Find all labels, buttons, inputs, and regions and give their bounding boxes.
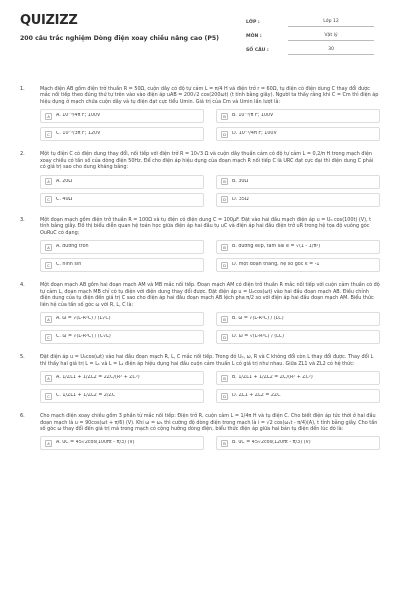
option-letter-box: B (221, 440, 228, 447)
answer-option[interactable] (216, 436, 380, 450)
answer-option[interactable] (40, 312, 204, 326)
option-letter-box: D (221, 131, 228, 138)
question-item (20, 354, 380, 403)
answer-options (40, 312, 380, 344)
meta-row-class (246, 16, 374, 30)
option-text: A. 20Ω (56, 178, 73, 184)
meta-label: LỚP : (246, 19, 260, 25)
option-letter-box: D (221, 262, 228, 269)
answer-option[interactable] (216, 330, 380, 344)
question-text: Một tụ điện C có điện dung thay đổi, nối tiếp với điện trở R = 10√3 Ω và cuộn dây thuần cảm có độ tự cảm L = 0,2/π H trong mạch điện xoay chiều có tần số của dòng điện 50Hz. Để cho điện áp hiệu dụng của đoạn mạch R nối tiếp C là URC đạt cực đại thì điện dung C phải có giá trị sao cho dung kháng bằng: (40, 151, 374, 171)
answer-option[interactable] (40, 389, 204, 403)
meta-row-subject (246, 30, 374, 44)
meta-value: Vật lý (288, 33, 374, 41)
question-text: Mạch điện AB gồm điện trở thuần R = 50Ω, cuộn dây có độ tự cảm L = π/4 H và điện trở r = 60Ω, tụ điện có điện dung C thay đổi được mắc nối tiếp theo đúng thứ tự trên vào vào điện áp uAB = 200√2 cos(200ωt) (t tính bằng giây). Người ta thấy rằng khi C = Cm thì điện áp hiệu dụng ở mạch chứa cuộn dây và tụ điện đạt cực tiểu Umin. Giá trị của Cm và Umin lần lượt là: (40, 86, 379, 105)
option-text: B. ω = √(L-R²C) / (LC) (232, 315, 284, 321)
question-text: Một đoạn mạch AB gồm hai đoạn mạch AM và MB mắc nối tiếp. Đoạn mạch AM có điện trở thuần R mắc nối tiếp với cuộn cảm thuần có độ tự cảm L, đoạn mạch MB chỉ có tụ điện với điện dung thay đổi được. Đặt điện áp u = U₀cos(ωt) vào hai đầu đoạn mạch AB. Điều chỉnh điện dung của tụ điện đến giá trị C sao cho điện áp hai đầu đoạn mạch AB lệch pha π/2 so với điện áp hai đầu đoạn mạch AM. Biểu thức liên hệ của tần số góc ω với R, L, C là: (40, 282, 380, 308)
option-letter-box: A (45, 178, 52, 185)
answer-options (40, 240, 380, 272)
option-letter-box: A (45, 375, 52, 382)
option-letter-box: C (45, 393, 52, 400)
option-text: A. 10⁻³/4π F; 100V (56, 113, 101, 119)
question-number: 2. (20, 151, 25, 158)
option-text: A. đường tròn (56, 244, 89, 250)
question-text: Cho mạch điện xoay chiều gồm 3 phần tử mắc nối tiếp: Điện trở R, cuộn cảm L = 1/4π H và tụ điện C. Cho biết điện áp tức thời ở hai đầu đoạn mạch là u = 90cos(ωt + π/6) (V). Khi ω = ω₁ thì cường độ dòng điện trong mạch là i = √2 cos(ω₁t - π/4)(A), t tính bằng giây. Cho tần số góc ω thay đổi đến giá trị mà trong mạch có cộng hưởng dòng điện, biểu thức điện áp giữa hai bản tụ điện đến lúc đó là: (40, 413, 378, 432)
question-body (40, 354, 380, 403)
option-text: D. ZL1 + ZL2 = 2ZC (232, 392, 281, 398)
option-text: C. 10⁻³/3π F; 120V (56, 131, 101, 137)
option-letter-box: B (221, 316, 228, 323)
option-text: D. một đoạn thẳng, hệ số góc k = -1 (232, 262, 320, 268)
question-number: 3. (20, 216, 25, 223)
question-body (40, 413, 380, 450)
option-text: D. ω = √(L-R²C) / (LC) (232, 333, 284, 339)
option-letter-box: A (45, 440, 52, 447)
option-letter-box: A (45, 113, 52, 120)
answer-option[interactable] (40, 371, 204, 385)
answer-option[interactable] (216, 175, 380, 189)
answer-option[interactable] (216, 193, 380, 207)
question-text: Đặt điện áp u = U₀cos(ωt) vào hai đầu đoạn mạch R, L, C mắc nối tiếp. Trong đó U₀, ω, R và C không đổi còn L thay đổi được. Thay đổi L thì thấy hai giá trị L = L₁ và L = L₂ điện áp hiệu dụng hai đầu cuộn cảm thuần L có giá trị như nhau. Giữa ZL1 và ZL2 có hệ thức: (40, 354, 374, 367)
question-body (40, 151, 380, 206)
question-item (20, 413, 380, 450)
option-letter-box: D (221, 196, 228, 203)
answer-option[interactable] (40, 330, 204, 344)
header (20, 12, 380, 80)
question-item (20, 151, 380, 206)
question-number: 1. (20, 86, 25, 92)
meta-row-count (246, 44, 374, 58)
option-text: A. ω = √(L-R²C) / (L√C) (56, 315, 111, 321)
question-item (20, 217, 380, 272)
option-letter-box: B (221, 375, 228, 382)
option-letter-box: A (45, 316, 52, 323)
option-letter-box: C (45, 334, 52, 341)
answer-option[interactable] (40, 240, 204, 254)
meta-label: MÔN : (246, 33, 262, 39)
option-text: B. 10⁻³/π F; 100V (232, 113, 274, 119)
answer-options (40, 109, 380, 141)
meta-value: Lớp 12 (288, 19, 374, 27)
option-text: D. 10⁻³/4π F; 100V (232, 131, 277, 137)
option-text: B. đường elip, tâm sai e = √(1 - 1/π²) (232, 244, 321, 250)
question-number: 5. (20, 354, 25, 361)
answer-option[interactable] (216, 258, 380, 272)
option-letter-box: A (45, 244, 52, 251)
option-letter-box: C (45, 196, 52, 203)
option-letter-box: B (221, 178, 228, 185)
option-text: B. 30Ω (232, 178, 249, 184)
option-text: B. 1/ZL1 + 1/ZL2 = ZC/(R² + ZC²) (232, 374, 313, 380)
meta-box (246, 16, 374, 58)
question-text: Một đoạn mạch gồm điện trở thuần R = 100Ω và tụ điện có điện dung C = 100μF. Đặt vào hai đầu mạch điện áp u = U₀ cos(100t) (V), t tính bằng giây. Đồ thị biểu diễn quan hệ toán học giữa điện áp hai đầu tụ uC và điện áp hai đầu điện trở uR trong hệ tọa độ vuông góc OuRuC có dạng: (40, 216, 372, 236)
meta-value: 30 (288, 47, 374, 55)
option-letter-box: C (45, 131, 52, 138)
answer-option[interactable] (216, 371, 380, 385)
option-text: C. 40Ω (56, 196, 73, 202)
question-body (40, 217, 380, 272)
answer-option[interactable] (40, 109, 204, 123)
quizizz-logo: QUIZIZZ (20, 13, 78, 28)
option-letter-box: D (221, 393, 228, 400)
question-number: 6. (20, 413, 25, 420)
answer-option[interactable] (216, 389, 380, 403)
answer-option[interactable] (40, 175, 204, 189)
answer-option[interactable] (216, 240, 380, 254)
answer-options (40, 175, 380, 207)
option-letter-box: C (45, 262, 52, 269)
option-text: B. uC = 45√2cos(120πt - π/3) (V) (232, 440, 311, 446)
document-title: 200 câu trắc nghiệm Dòng điện xoay chiều nâng cao (P5) (20, 35, 219, 43)
option-letter-box: B (221, 244, 228, 251)
answer-option[interactable] (216, 312, 380, 326)
answer-option[interactable] (40, 436, 204, 450)
option-letter-box: B (221, 113, 228, 120)
answer-option[interactable] (216, 127, 380, 141)
answer-option[interactable] (216, 109, 380, 123)
option-text: D. 35Ω (232, 196, 249, 202)
option-text: C. ω = √(L-R²C) / (C√L) (56, 333, 111, 339)
question-body (40, 282, 380, 344)
question-number: 4. (20, 282, 25, 289)
meta-label: SỐ CÂU : (246, 47, 269, 53)
question-item (20, 86, 380, 141)
option-text: C. hình sin (56, 262, 82, 268)
answer-options (40, 371, 380, 403)
answer-option[interactable] (40, 258, 204, 272)
question-item (20, 282, 380, 344)
option-text: A. 1/ZL1 + 1/ZL2 = 2ZC/(R² + ZC²) (56, 374, 140, 380)
question-list (20, 86, 380, 450)
answer-options (40, 436, 380, 450)
option-text: A. uC = 45√2cos(100πt - π/3) (V) (56, 440, 135, 446)
answer-option[interactable] (40, 193, 204, 207)
answer-option[interactable] (40, 127, 204, 141)
question-body (40, 86, 380, 141)
option-letter-box: D (221, 334, 228, 341)
option-text: C. 1/ZL1 + 1/ZL2 = 2/ZC (56, 392, 116, 398)
